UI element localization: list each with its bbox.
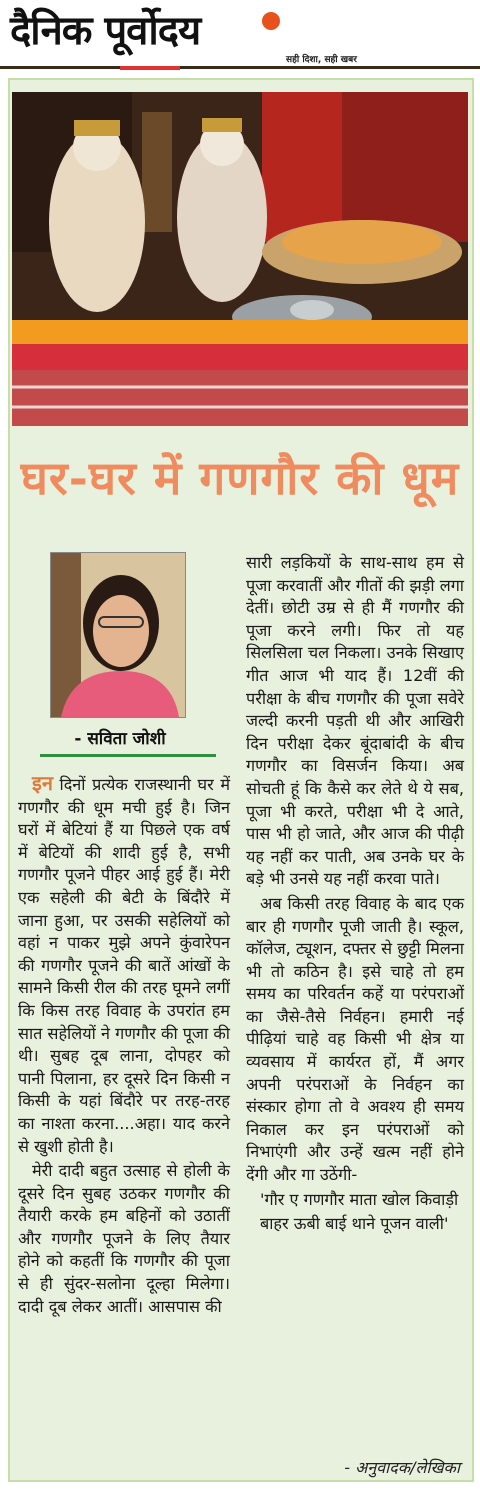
byline-rule [40,754,216,757]
gangaur-photo [12,92,468,426]
masthead-rule [0,66,480,69]
masthead [0,0,480,80]
gangaur-photo-illustration [12,92,468,426]
author-portrait-illustration [51,553,185,717]
article-column-2 [246,552,464,1236]
newspaper-logo: दैनिक पूर्वोदय [10,8,201,54]
paragraph-text: दिनों प्रत्येक राजस्थानी घर में गणगौर की धूम मची हुई है। जिन घरों में बेटियां हैं या पिछले एक वर्ष में बेटियों की शादी हुई है, सभी गणगौर पूजने पीहर आई हुई हैं। मेरी एक सहेली की बेटी के बिंदौरे में जाना हुआ, पर उसकी सहेलियों को वहां न पाकर मुझे अपने कुंवारेपन की गणगौर पूजने की बातें आंखों के सामने किसी रील की तरह घूमने लगीं कि किस तरह विवाह के उपरांत हम सात सहेलियों ने गणगौर की पूजा की थी। सुबह दूब लाना, दोपहर को पानी पिलाना, हर दूसरे दिन किसी न किसी के यहां बिंदौरे पर तरह-तरह का नाश्ता करना....अहा। याद करने से खुशी होती है। [18,775,230,1156]
logo-sun-icon [262,12,280,30]
article-paragraph: अब किसी तरह विवाह के बाद एक बार ही गणगौर पूजी जाती है। स्कूल, कॉलेज, ट्यूशन, दफ्तर से छुट्टी मिलना भी तो कठिन है। इसे चाहे तो हम समय का परिवर्तन कहें या परंपराओं का जैसे-तैसे निर्वहन। हमारी नई पीढ़ियां चाहे वह किसी भी क्षेत्र या व्यवसाय में कार्यरत हों, मैं अगर अपनी परंपराओं के निर्वहन का संस्कार होगा तो वे अवश्य ही समय निकाल कर इन परंपराओं को निभाएंगी और उन्हें खत्म नहीं होने देंगी और गा उठेंगी- [246,893,464,1185]
article-column-1 [18,772,230,1318]
article-paragraph: बाहर ऊबी बाई थाने पूजन वाली' [260,1214,449,1234]
article-paragraph: मेरी दादी बहुत उत्साह से होली के दूसरे दिन सुबह उठकर गणगौर की तैयारी करके हम बहिनों को उठातीं और गणगौर पूजने के लिए तैयार होने को कहतीं कि गणगौर की पूजा से ही सुंदर-सलोना दूल्हा मिलेगा। दादी दूब लेकर आतीं। आसपास की [18,1161,230,1316]
author-byline: - सविता जोशी [74,729,166,749]
article-paragraph [18,772,230,1158]
article-headline: घर-घर में गणगौर की धूम [20,451,460,505]
dropcap: इन [32,771,53,795]
author-photo [50,552,186,718]
masthead-accent [120,66,180,70]
translator-signature: - अनुवादक/लेखिका [344,1458,460,1477]
newspaper-tagline: सही दिशा, सही खबर [286,55,357,65]
article-paragraph: सारी लड़कियों के साथ-साथ हम से पूजा करवातीं और गीतों की झड़ी लगा देतीं। छोटी उम्र से ही मैं गणगौर की पूजा करने लगी। फिर तो यह सिलसिला चल निकला। उनके सिखाए गीत आज भी याद हैं। 12वीं की परीक्षा के बीच गणगौर की पूजा सवेरे जल्दी करनी पड़ती थी और आखिरी दिन परीक्षा देकर बूंदाबांदी के बीच गणगौर का विसर्जन किया। अब सोचती हूं कि कैसे कर लेते थे ये सब, पूजा भी करते, परीक्षा भी दे आते, पास भी हो जाते, और आज की पीढ़ी यह नहीं कर पाती, अब उनके घर के बड़े भी उनसे यह नहीं करवा पाते। [246,553,464,889]
article-paragraph: 'गौर ए गणगौर माता खोल किवाड़ी [260,1189,459,1209]
